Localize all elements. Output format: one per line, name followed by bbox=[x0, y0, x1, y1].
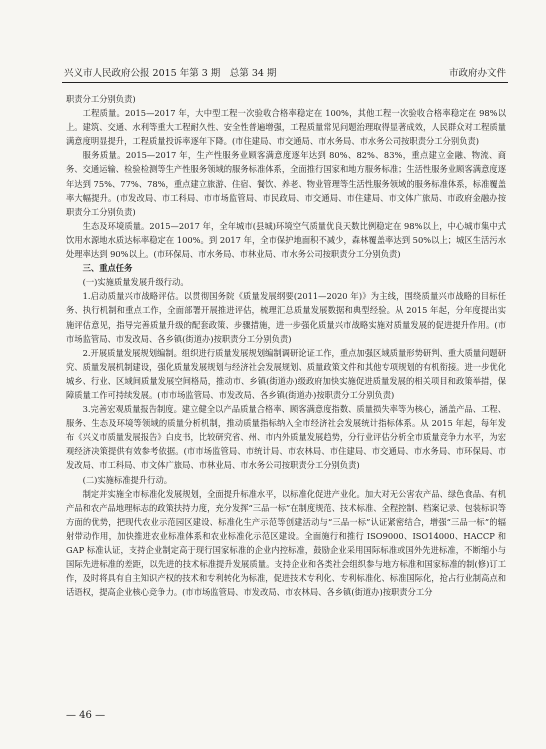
paragraph-continuation: 职责分工分别负责) bbox=[66, 94, 136, 104]
section-heading-key-tasks: 三、重点任务 bbox=[82, 263, 133, 274]
document-body bbox=[66, 92, 506, 599]
subsection-heading-standard-upgrade: (二)实施标准提升行动。 bbox=[82, 474, 173, 485]
section-title: 市政府办文件 bbox=[448, 68, 506, 79]
gazette-title: 兴义市人民政府公报 2015 年第 3 期 总第 34 期 bbox=[64, 68, 277, 79]
page-header bbox=[62, 66, 508, 83]
paragraph-service-quality: 服务质量。2015—2017 年，生产性服务业顾客满意度逐年达到 80%、82%、83%，重点建立金融、物流、商务、交通运输、检验检测等生产性服务领域的服务标准体系，全面推行国家和地方服务标准；生活性服务业顾客满意度逐年达到 75%、77%、78%，重点建立旅游、住宿、餐饮、养老、物业管理等生活性服务领域的服务标准体系，标准覆盖率大幅提升。(市发改局、市工科局、市市场监管局、市民政局、市交通局、市住建局、市文体广旅局、市政府金融办按职责分工分别负责) bbox=[66, 150, 506, 217]
page-number: — 46 — bbox=[66, 710, 106, 721]
paragraph-engineering-quality: 工程质量。2015—2017 年，大中型工程一次验收合格率稳定在 100%，其他工程一次验收合格率稳定在 98%以上。建筑、交通、水利等重大工程耐久性、安全性普遍增强，工程质量常见问题治理取得显著成效，人民群众对工程质量满意度明显提升，工程质量投诉率逐年下降。(市住建局、市交通局、市水务局、市水务公司按职责分工分别负责) bbox=[66, 108, 506, 147]
paragraph-task-3: 3.完善宏观质量报告制度。建立健全以产品质量合格率、顾客满意度指数、质量损失率等为核心，涵盖产品、工程、服务、生态及环境等领域的质量分析机制，推动质量指标纳入全市经济社会发展统计指标体系。从 2015 年起，每年发布《兴义市质量发展报告》白皮书，比较研究省、州、市内外质量发展趋势，分行业评估分析全市质量竞争力水平，为宏观经济决策提供有效参考依据。(市市场监管局、市统计局、市农林局、市住建局、市交通局、市水务局、市环保局、市发改局、市工科局、市文体广旅局、市林业局、市水务公司按职责分工分别负责) bbox=[66, 404, 506, 471]
subsection-heading-quality-upgrade: (一)实施质量发展升级行动。 bbox=[82, 277, 189, 288]
paragraph-task-2: 2.开展质量发展规划编制。组织进行质量发展规划编制调研论证工作，重点加强区域质量形势研判、重大质量问题研究、质量发展机制建设，强化质量发展规划与经济社会发展规划、质量政策文件和其他专项规划的有机衔接。进一步优化城乡、行业、区域间质量发展空间格局，推动市、乡镇(街道办)级政府加快实施促进质量发展的相关项目和政策举措，保障质量工作可持续发展。(市市场监管局、市发改局、各乡镇(街道办)按职责分工分别负责) bbox=[66, 347, 506, 400]
paragraph-ecology-quality: 生态及环境质量。2015—2017 年，全年城市(县城)环境空气质量优良天数比例稳定在 98%以上，中心城市集中式饮用水源地水质达标率稳定在 100%。到 2017 年，全市保护地面积不减少，森林覆盖率达到 50%以上；城区生活污水处理率达到 90%以上。(市环保局、市水务局、市林业局、市水务公司按职责分工分别负责) bbox=[66, 220, 506, 260]
paragraph-standardization: 制定并实施全市标准化发展规划，全面提升标准水平，以标准化促进产业化。加大对无公害农产品、绿色食品、有机产品和农产品地理标志的政策扶持力度，充分发挥“三品一标”在制度规范、技术标准、全程控制、档案记录、包装标识等方面的优势，把现代农业示范园区建设、标准化生产示范等创建活动与“三品一标”认证紧密结合，增强“三品一标”的辐射带动作用，加快推进农业标准体系和农业标准化示范区建设。全面施行和推行 ISO9000、ISO14000、HACCP 和 GAP 标准认证，支持企业制定高于现行国家标准的企业内控标准，鼓励企业采用国际标准或国外先进标准，不断缩小与国际先进标准的差距，以先进的技术标准提升发展质量。支持企业和各类社会组织参与地方标准和国家标准的制(修)订工作，及时将具有自主知识产权的技术和专利转化为标准，促进技术专利化、专利标准化、标准国际化，抢占行业制高点和话语权，提高企业核心竞争力。(市市场监管局、市发改局、市农林局、各乡镇(街道办)按职责分工分 bbox=[66, 488, 506, 598]
paragraph-task-1: 1.启动质量兴市战略评估。以贯彻国务院《质量发展纲要(2011—2020 年)》为主线，围绕质量兴市战略的目标任务、执行机制和重点工作，全面部署开展推进评估，梳理汇总质量发展数据和典型经验。从 2015 年起，分年度提出实施评估意见，指导完善质量升级的配套政策、步骤措施，进一步强化质量兴市战略实施对质量发展的促进提升作用。(市市场监管局、市发改局、各乡镇(街道办)按职责分工分别负责) bbox=[66, 291, 506, 344]
